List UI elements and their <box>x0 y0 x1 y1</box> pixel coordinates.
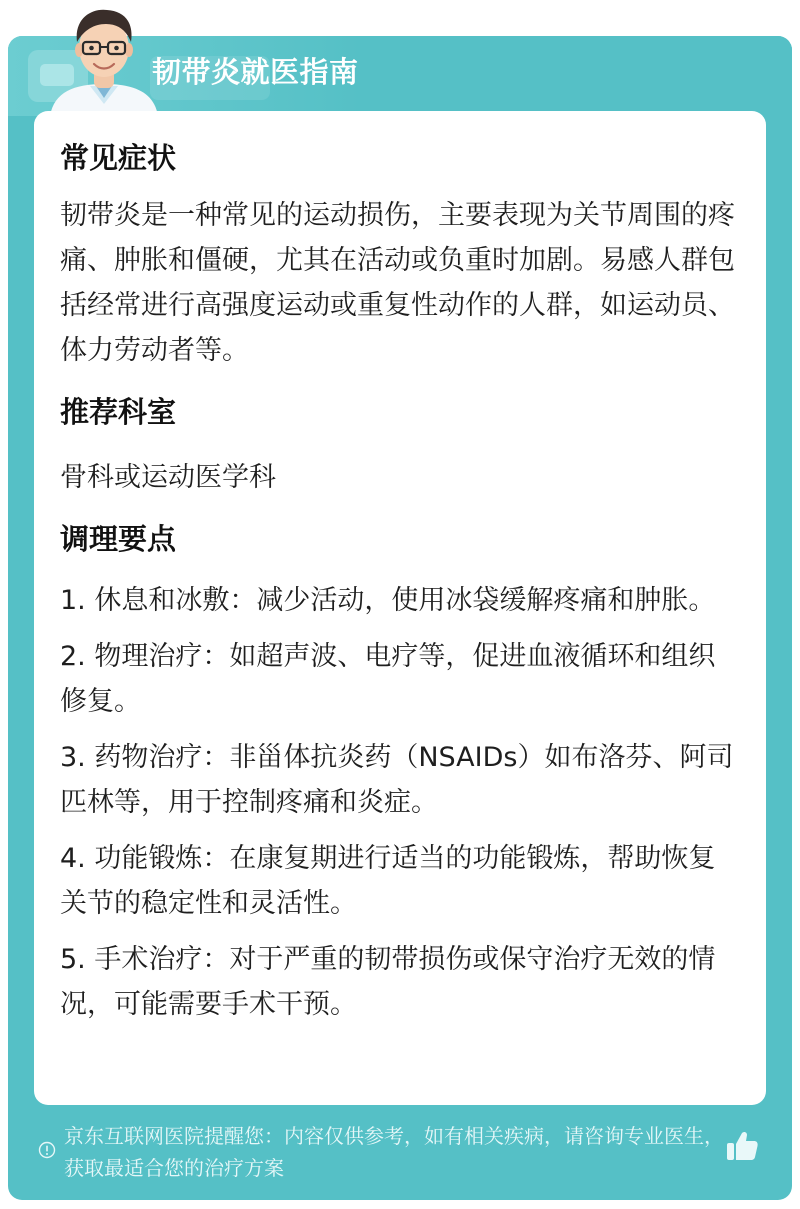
symptoms-text: 韧带炎是一种常见的运动损伤，主要表现为关节周围的疼痛、肿胀和僵硬，尤其在活动或负重时加剧。易感人群包括经常进行高强度运动或重复性动作的人群，如运动员、体力劳动者等。 <box>60 200 735 366</box>
care-item: 1. 休息和冰敷：减少活动，使用冰袋缓解疼痛和肿胀。 <box>60 585 716 616</box>
thumbs-up-icon[interactable] <box>724 1128 760 1164</box>
page-title: 韧带炎就医指南 <box>152 55 359 89</box>
department-text: 骨科或运动医学科 <box>60 462 276 493</box>
section-heading-care: 调理要点 <box>60 522 177 556</box>
content-body <box>60 133 736 1027</box>
disclaimer-text: 京东互联网医院提醒您：内容仅供参考，如有相关疾病，请咨询专业医生，获取最适合您的治疗方案 <box>64 1124 724 1180</box>
care-item: 3. 药物治疗：非甾体抗炎药（NSAIDs）如布洛芬、阿司匹林等，用于控制疼痛和炎症。 <box>60 742 734 818</box>
section-heading-symptoms: 常见症状 <box>60 141 177 175</box>
doctor-avatar <box>44 0 164 116</box>
care-item: 2. 物理治疗：如超声波、电疗等，促进血液循环和组织修复。 <box>60 641 716 717</box>
care-item: 4. 功能锻炼：在康复期进行适当的功能锻炼，帮助恢复关节的稳定性和灵活性。 <box>60 843 716 919</box>
info-icon <box>38 1141 56 1159</box>
section-heading-department: 推荐科室 <box>60 395 177 429</box>
content-card <box>34 111 766 1105</box>
care-item: 5. 手术治疗：对于严重的韧带损伤或保守治疗无效的情况，可能需要手术干预。 <box>60 944 716 1020</box>
